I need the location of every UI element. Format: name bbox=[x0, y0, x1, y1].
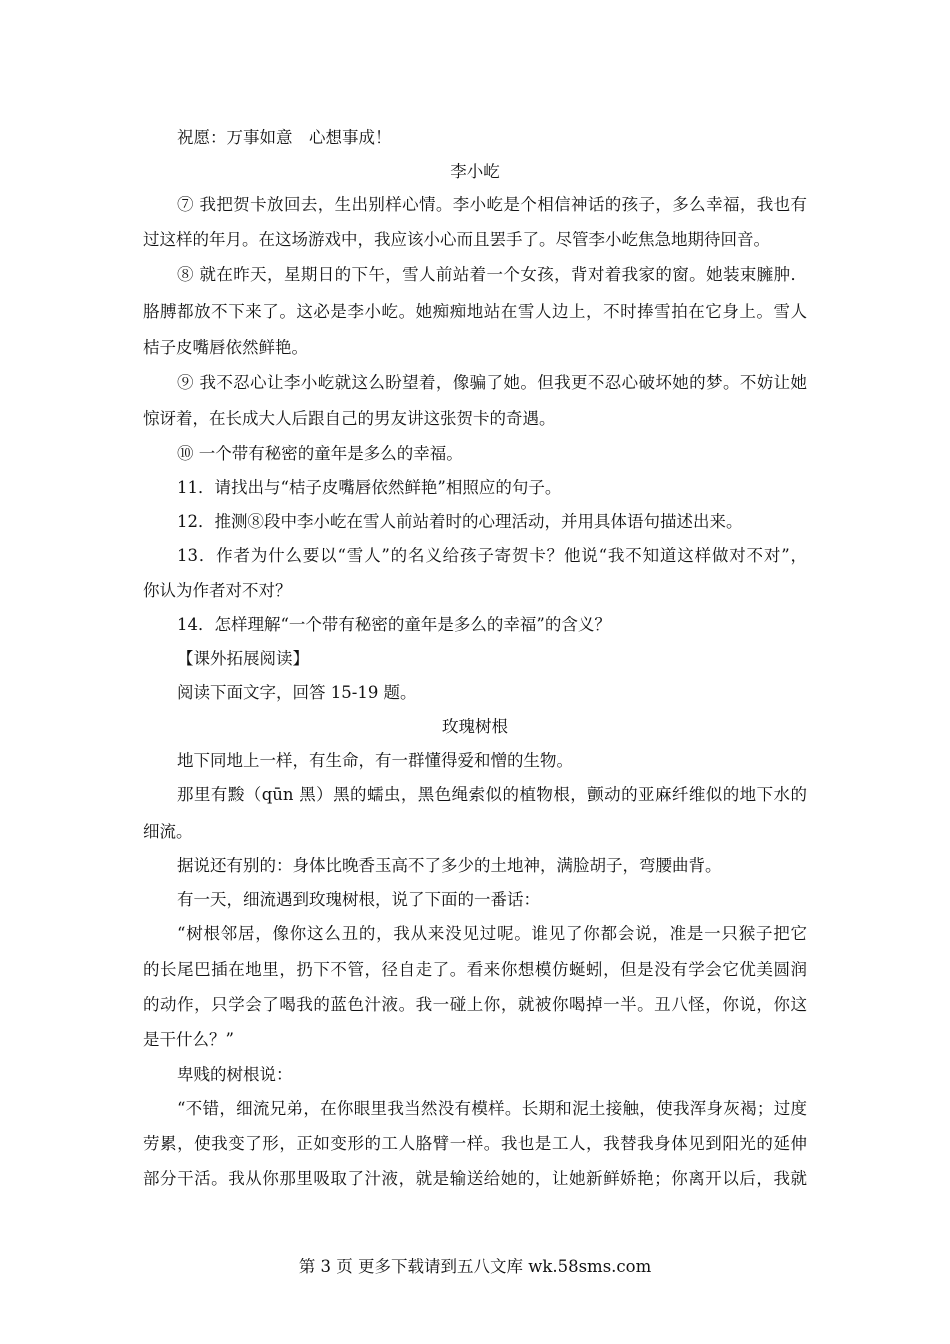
paragraph-line: 桔子皮嘴唇依然鲜艳。 bbox=[143, 338, 308, 357]
paragraph-line: 有一天，细流遇到玫瑰树根，说了下面的一番话： bbox=[177, 890, 540, 909]
question-13-cont: 你认为作者对不对？ bbox=[143, 581, 292, 600]
paragraph-line: ⑩ 一个带有秘密的童年是多么的幸福。 bbox=[177, 444, 463, 463]
paragraph-line: 劳累，使我变了形，正如变形的工人胳臂一样。我也是工人，我替我身体见到阳光的延伸 bbox=[143, 1134, 807, 1153]
page-footer: 第 3 页 更多下载请到五八文库 wk.58sms.com bbox=[298, 1257, 652, 1276]
question-13: 13．作者为什么要以“雪人”的名义给孩子寄贺卡？他说“我不知道这样做对不对”， bbox=[177, 546, 807, 565]
section-heading: 【课外拓展阅读】 bbox=[177, 649, 309, 668]
paragraph-line: 胳膊都放不下来了。这必是李小屹。她痴痴地站在雪人边上，不时捧雪拍在它身上。雪人 bbox=[143, 302, 807, 321]
reading-instruction: 阅读下面文字，回答 15-19 题。 bbox=[177, 683, 417, 702]
paragraph-line: 部分干活。我从你那里吸取了汁液，就是输送给她的，让她新鲜娇艳；你离开以后，我就 bbox=[143, 1169, 807, 1188]
paragraph-line: 是干什么？” bbox=[143, 1030, 234, 1049]
paragraph-line: ⑨ 我不忍心让李小屹就这么盼望着，像骗了她。但我更不忍心破坏她的梦。不妨让她 bbox=[177, 373, 807, 392]
paragraph-line: 的长尾巴插在地里，扔下不管，径自走了。看来你想模仿蜒蚓，但是没有学会它优美圆润 bbox=[143, 960, 807, 979]
paragraph-line: 卑贱的树根说： bbox=[177, 1065, 293, 1084]
paragraph-line: 的动作，只学会了喝我的蓝色汁液。我一碰上你，就被你喝掉一半。丑八怪，你说，你这 bbox=[143, 995, 807, 1014]
paragraph-line: 细流。 bbox=[143, 822, 193, 841]
question-12: 12．推测⑧段中李小屹在雪人前站着时的心理活动，并用具体语句描述出来。 bbox=[177, 512, 743, 531]
greeting-line: 祝愿：万事如意 心想事成！ bbox=[177, 128, 392, 147]
signature-name: 李小屹 bbox=[450, 162, 500, 181]
question-14: 14．怎样理解“一个带有秘密的童年是多么的幸福”的含义？ bbox=[177, 615, 611, 634]
paragraph-line: ⑧ 就在昨天，星期日的下午，雪人前站着一个女孩，背对着我家的窗。她装束臃肿． bbox=[177, 265, 807, 284]
paragraph-line: 惊讶着，在长成大人后跟自己的男友讲这张贺卡的奇遇。 bbox=[143, 409, 556, 428]
paragraph-line: “树根邻居，像你这么丑的，我从来没见过呢。谁见了你都会说，准是一只猴子把它 bbox=[177, 924, 807, 943]
paragraph-line: 那里有黢（qūn 黑）黑的蠕虫，黑色绳索似的植物根，颤动的亚麻纤维似的地下水的 bbox=[177, 785, 807, 804]
paragraph-line: ⑦ 我把贺卡放回去，生出别样心情。李小屹是个相信神话的孩子，多么幸福，我也有 bbox=[177, 195, 807, 214]
question-11: 11．请找出与“桔子皮嘴唇依然鲜艳”相照应的句子。 bbox=[177, 478, 562, 497]
paragraph-line: “不错，细流兄弟，在你眼里我当然没有模样。长期和泥土接触，使我浑身灰褐；过度 bbox=[177, 1099, 807, 1118]
paragraph-line: 过这样的年月。在这场游戏中，我应该小心而且罢手了。尽管李小屹焦急地期待回音。 bbox=[143, 230, 770, 249]
paragraph-line: 据说还有别的：身体比晚香玉高不了多少的土地神，满脸胡子，弯腰曲背。 bbox=[177, 856, 722, 875]
article-title: 玫瑰树根 bbox=[442, 717, 508, 736]
paragraph-line: 地下同地上一样，有生命，有一群懂得爱和憎的生物。 bbox=[177, 751, 573, 770]
